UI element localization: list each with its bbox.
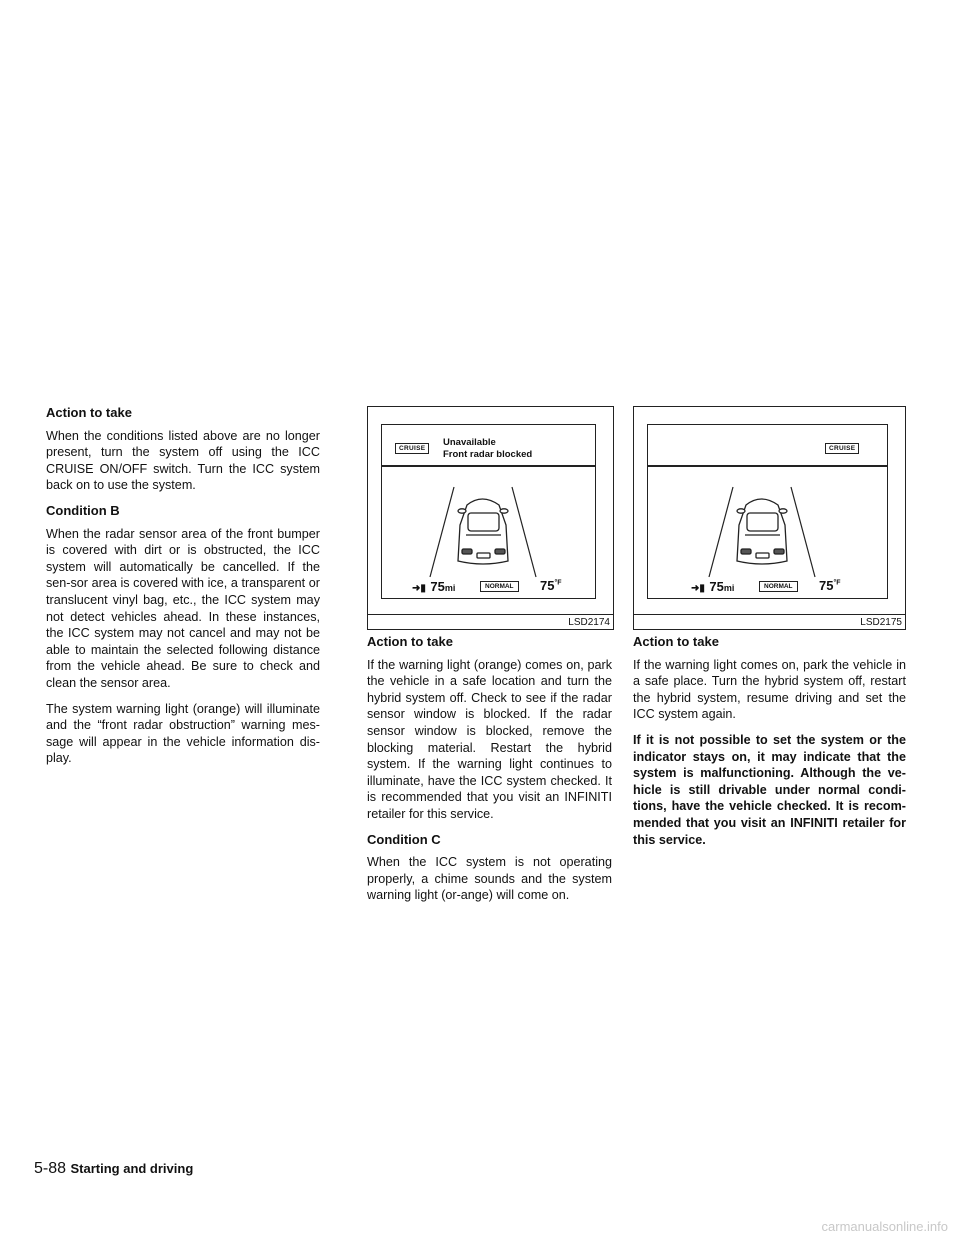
cruise-indicator: CRUISE	[395, 443, 429, 454]
figure-code: LSD2174	[568, 617, 610, 628]
drive-mode-badge: NORMAL	[480, 581, 519, 592]
vehicle-info-display	[647, 424, 888, 599]
heading-action-to-take: Action to take	[633, 634, 719, 649]
temp-value: 75	[540, 578, 555, 593]
paragraph: If the warning light (orange) comes on, park the vehicle in a safe location and turn the hybrid system off. Check to see if the radar sensor window is blocked. If the radar sensor window is blocked, remove the blocking material. Restart the hybrid system. If the warning light continues to illuminate, have the ICC system checked. It is recommended that you visit an INFINITI retailer for this service.	[367, 657, 612, 821]
watermark: carmanualsonline.info	[821, 1219, 948, 1234]
temp-unit: °F	[554, 579, 562, 587]
heading-condition-b: Condition B	[46, 502, 120, 518]
heading-condition-c: Condition C	[367, 831, 441, 847]
temp-value: 75	[819, 578, 834, 593]
fuel-range-icon: ➜▮	[412, 583, 426, 594]
drive-mode-badge: NORMAL	[759, 581, 798, 592]
vehicle-info-display	[381, 424, 596, 599]
range-readout	[691, 578, 734, 596]
figure-code: LSD2175	[860, 617, 902, 628]
outside-temp	[540, 578, 562, 593]
paragraph: If the warning light comes on, park the vehicle in a safe place. Turn the hybrid system off, restart the hybrid system, resume driving and set the ICC system again.	[633, 657, 906, 722]
message-line: Unavailable	[443, 437, 496, 448]
range-unit: mi	[444, 583, 456, 593]
car-lane-illustration	[648, 425, 887, 598]
range-readout	[412, 578, 455, 596]
heading-action-to-take: Action to take	[46, 405, 132, 420]
car-lane-illustration	[382, 425, 595, 598]
text-column-1	[46, 405, 320, 776]
paragraph: When the ICC system is not operating properly, a chime sounds and the system warning light (or-ange) will come on.	[367, 855, 612, 903]
section-title: Starting and driving	[70, 1161, 194, 1176]
warning-paragraph: If it is not possible to set the system or the indicator stays on, it may indicate that the system is malfunctioning. Although the ve-hicle is still drivable under normal condi-tions, have the vehicle checked. It is recom-mended that you visit an INFINITI retailer for this service.	[633, 732, 906, 847]
caption-rule	[634, 614, 905, 615]
paragraph: When the radar sensor area of the front bumper is covered with dirt or is obstructed, the ICC system will automatically be cancelled. If the sen-sor area is covered with ice, a transparent or translucent vinyl bag, etc., the ICC system may not detect vehicles ahead. In these instances, the ICC system may not cancel and may not be able to maintain the selected following distance from the vehicle ahead. Be sure to check and clean the sensor area.	[46, 526, 320, 690]
car-rear-icon	[458, 499, 508, 564]
range-value: 75	[430, 579, 445, 594]
message-line: Front radar blocked	[443, 449, 533, 460]
range-unit: mi	[723, 583, 735, 593]
range-value: 75	[709, 579, 724, 594]
paragraph: The system warning light (orange) will illuminate and the “front radar obstruction” warning mes-sage will appear in the vehicle information dis-play.	[46, 701, 320, 766]
fuel-range-icon: ➜▮	[691, 583, 705, 594]
figure-display-radar-blocked	[367, 406, 614, 630]
page-footer	[34, 1160, 193, 1178]
caption-rule	[368, 614, 613, 615]
temp-unit: °F	[833, 579, 841, 587]
text-column-2	[367, 634, 612, 913]
car-rear-icon	[737, 499, 787, 564]
paragraph: When the conditions listed above are no longer present, turn the system off using the ICC CRUISE ON/OFF switch. Turn the ICC system back on to use the system.	[46, 428, 320, 493]
outside-temp	[819, 578, 841, 593]
figure-display-cruise	[633, 406, 906, 630]
page-number: 5-88	[34, 1160, 67, 1177]
heading-action-to-take: Action to take	[367, 634, 453, 649]
text-column-3	[633, 634, 906, 857]
cruise-indicator: CRUISE	[825, 443, 859, 454]
